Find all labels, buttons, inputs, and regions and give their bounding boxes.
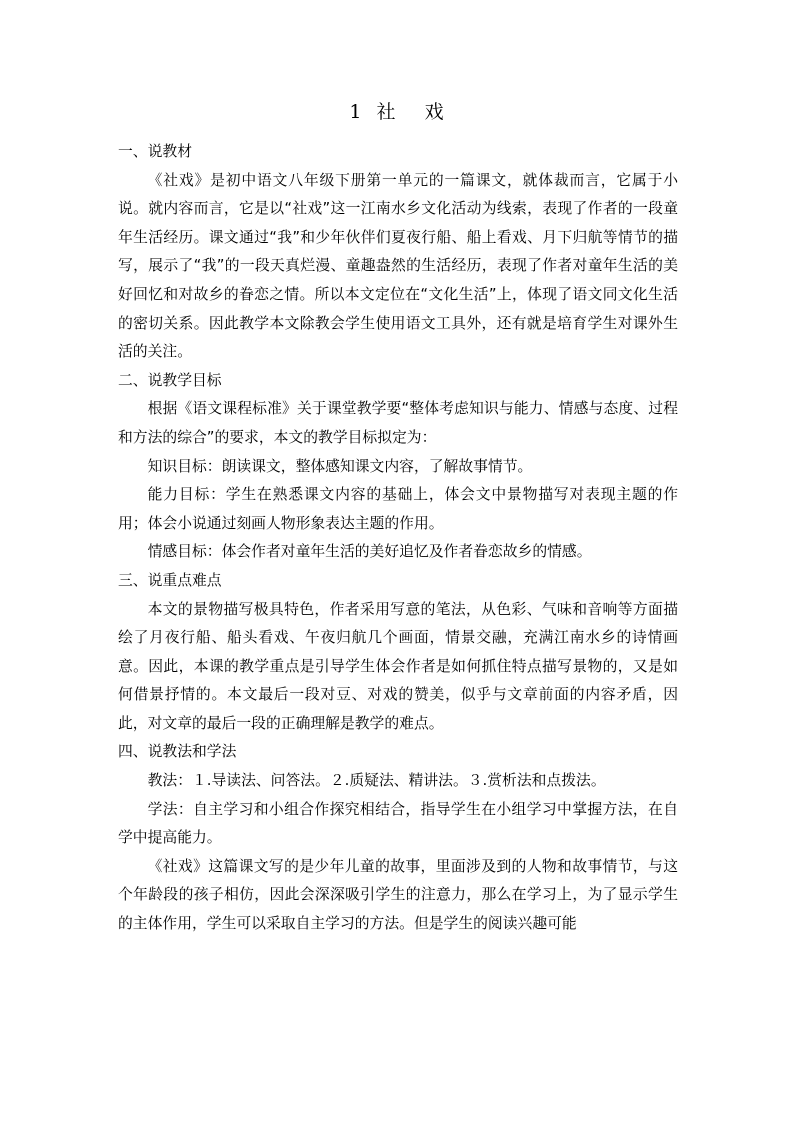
- paragraph: 能力目标：学生在熟悉课文内容的基础上，体会文中景物描写对表现主题的作用；体会小说通过刻画人物形象表达主题的作用。: [118, 486, 678, 532]
- paragraph: 教法：１.导读法、问答法。２.质疑法、精讲法。３.赏析法和点拨法。: [147, 772, 606, 790]
- paragraph: 《社戏》是初中语文八年级下册第一单元的一篇课文，就体裁而言，它属于小说。就内容而言，它是以“社戏”这一江南水乡文化活动为线索，表现了作者的一段童年生活经历。课文通过“我”和少年伙伴们夏夜行船、船上看戏、月下归航等情节的描写，展示了“我”的一段天真烂漫、童趣盎然的生活经历，表现了作者对童年生活的美好回忆和对故乡的眷恋之情。所以本文定位在“文化生活”上，体现了语文同文化生活的密切关系。因此教学本文除教会学生使用语文工具外，还有就是培育学生对课外生活的关注。: [118, 171, 678, 361]
- section-heading: 二、说教学目标: [118, 371, 222, 389]
- paragraph: 学法：自主学习和小组合作探究相结合，指导学生在小组学习中掌握方法，在自学中提高能力。: [118, 800, 678, 847]
- document-body: [118, 138, 678, 939]
- paragraph: 《社戏》这篇课文写的是少年儿童的故事，里面涉及到的人物和故事情节，与这个年龄段的孩子相仿，因此会深深吸引学生的注意力，那么在学习上，为了显示学生的主体作用，学生可以采取自主学习的方法。但是学生的阅读兴趣可能: [118, 857, 678, 933]
- paragraph: 情感目标：体会作者对童年生活的美好追忆及作者眷恋故乡的情感。: [147, 543, 592, 561]
- section-heading: 一、说教材: [118, 143, 192, 160]
- paragraph: 知识目标：朗读课文，整体感知课文内容，了解故事情节。: [147, 457, 533, 475]
- paragraph: 根据《语文课程标准》关于课堂教学要“整体考虑知识与能力、情感与态度、过程和方法的综合”的要求，本文的教学目标拟定为：: [118, 400, 678, 446]
- page-title: 1 社 戏: [349, 101, 445, 123]
- section-heading: 四、说教法和学法: [118, 743, 237, 761]
- section-heading: 三、说重点难点: [118, 571, 222, 589]
- paragraph: 本文的景物描写极具特色，作者采用写意的笔法，从色彩、气味和音响等方面描绘了月夜行船、船头看戏、午夜归航几个画面，情景交融，充满江南水乡的诗情画意。因此，本课的教学重点是引导学生体会作者是如何抓住特点描写景物的，又是如何借景抒情的。本文最后一段对豆、对戏的赞美，似乎与文章前面的内容矛盾，因此，对文章的最后一段的正确理解是教学的难点。: [118, 600, 678, 732]
